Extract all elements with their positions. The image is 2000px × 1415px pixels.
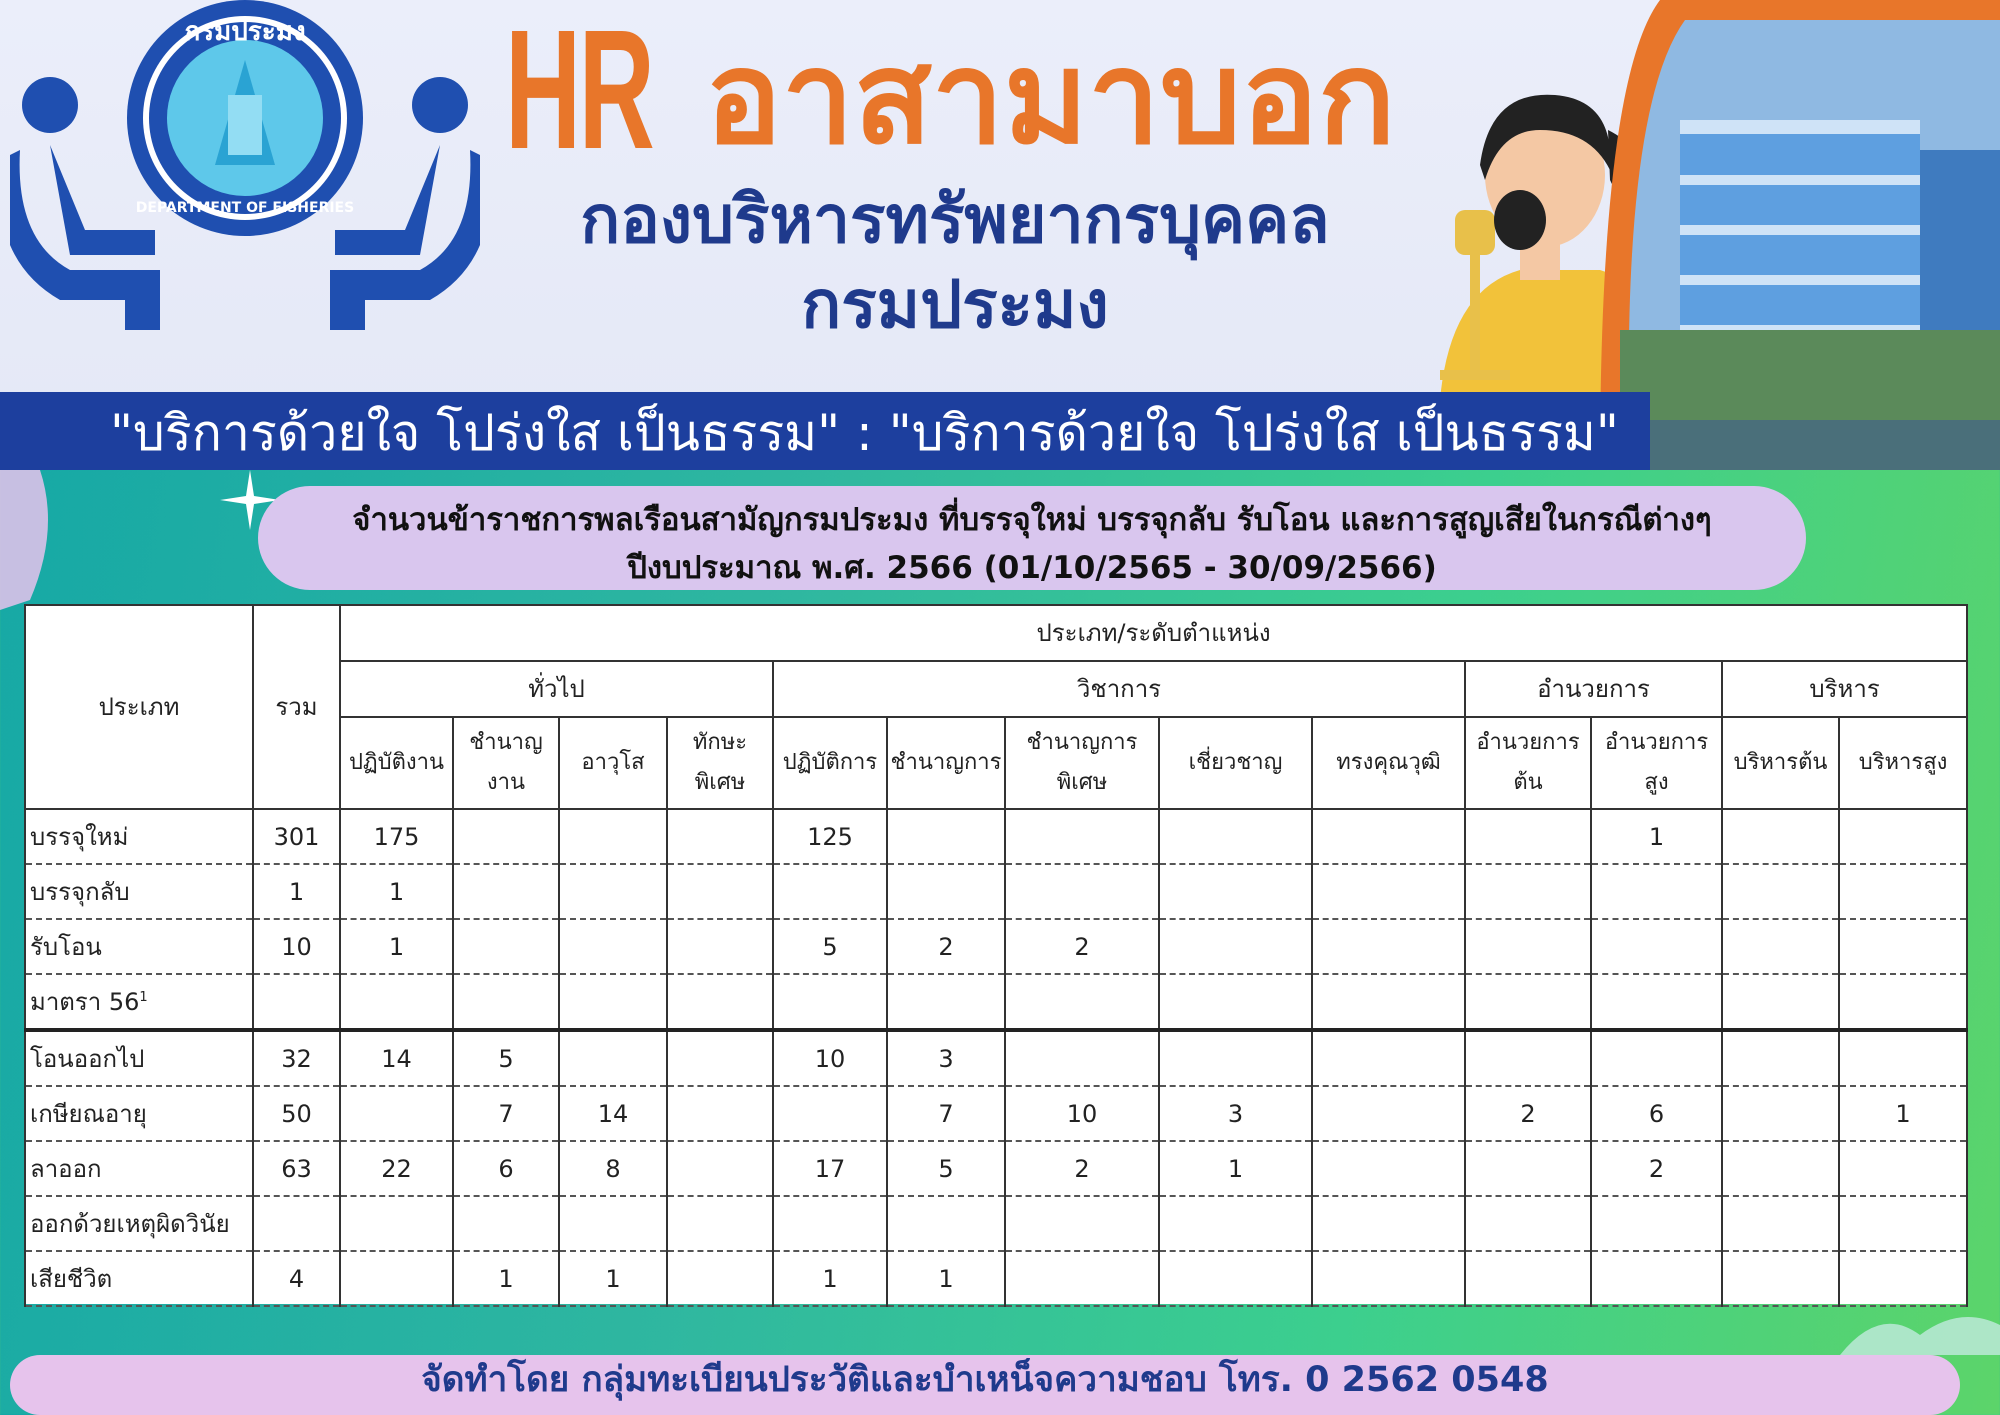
cell-g4 xyxy=(667,1196,773,1251)
cell-g4 xyxy=(667,919,773,974)
cell-g3 xyxy=(559,974,667,1030)
department-logo xyxy=(10,0,480,380)
cell-g2 xyxy=(453,974,559,1030)
subheader-g3: อาวุโส xyxy=(559,717,667,809)
cell-a5 xyxy=(1312,1141,1465,1196)
row-label-text: มาตรา 56 xyxy=(30,988,140,1016)
cell-a4 xyxy=(1159,1251,1312,1306)
row-label xyxy=(25,1086,253,1141)
cell-g4 xyxy=(667,1030,773,1086)
cell-a3: 2 xyxy=(1005,1141,1159,1196)
subheader-a5: ทรงคุณวุฒิ xyxy=(1312,717,1465,809)
cell-a3 xyxy=(1005,809,1159,864)
group-executive-header: บริหาร xyxy=(1722,661,1967,717)
cell-e1 xyxy=(1722,919,1839,974)
cell-g2: 6 xyxy=(453,1141,559,1196)
row-label-text: รับโอน xyxy=(30,933,102,961)
subheader-d1: อำนวยการต้น xyxy=(1465,717,1591,809)
cell-e2 xyxy=(1839,974,1967,1030)
cell-g1 xyxy=(340,1086,453,1141)
row-label xyxy=(25,1251,253,1306)
row-label xyxy=(25,1141,253,1196)
cell-d2 xyxy=(1591,1030,1722,1086)
cell-d2 xyxy=(1591,1251,1722,1306)
cell-g1: 175 xyxy=(340,809,453,864)
cell-e1 xyxy=(1722,1251,1839,1306)
cell-a2 xyxy=(887,809,1005,864)
col-total-header: รวม xyxy=(253,605,340,809)
cell-g2 xyxy=(453,919,559,974)
cell-g2: 7 xyxy=(453,1086,559,1141)
decor-leaves-right xyxy=(1840,1305,2000,1355)
hr-subtitle: อาสามาบอก xyxy=(705,24,1396,173)
subheader-d2: อำนวยการสูง xyxy=(1591,717,1722,809)
cell-a3 xyxy=(1005,864,1159,919)
row-label xyxy=(25,919,253,974)
table-row xyxy=(25,1086,1967,1141)
row-label xyxy=(25,1030,253,1086)
cell-g1 xyxy=(340,1196,453,1251)
cell-d2 xyxy=(1591,864,1722,919)
table-row xyxy=(25,864,1967,919)
row-label xyxy=(25,1196,253,1251)
row-label-text: บรรจุกลับ xyxy=(30,878,130,906)
cell-a3 xyxy=(1005,974,1159,1030)
cell-total: 50 xyxy=(253,1086,340,1141)
cell-a5 xyxy=(1312,919,1465,974)
cell-a4 xyxy=(1159,919,1312,974)
cell-g4 xyxy=(667,1086,773,1141)
table-row xyxy=(25,1030,1967,1086)
cell-total: 1 xyxy=(253,864,340,919)
table-row xyxy=(25,1196,1967,1251)
cell-g4 xyxy=(667,864,773,919)
cell-a1: 5 xyxy=(773,919,887,974)
footnote-marker: 1 xyxy=(139,990,148,1005)
subheader-g2: ชำนาญงาน xyxy=(453,717,559,809)
cell-e2 xyxy=(1839,1196,1967,1251)
cell-g1: 14 xyxy=(340,1030,453,1086)
cell-e2 xyxy=(1839,864,1967,919)
table-title: จำนวนข้าราชการพลเรือนสามัญกรมประมง ที่บรรจุใหม่ บรรจุกลับ รับโอน และการสูญเสียในกรณีต่างๆ xyxy=(352,502,1712,538)
cell-g4 xyxy=(667,1251,773,1306)
cell-a2: 5 xyxy=(887,1141,1005,1196)
cell-a2 xyxy=(887,974,1005,1030)
cell-d1 xyxy=(1465,1196,1591,1251)
cell-a5 xyxy=(1312,1030,1465,1086)
table-row xyxy=(25,1251,1967,1306)
cell-g2: 1 xyxy=(453,1251,559,1306)
cell-g2 xyxy=(453,864,559,919)
row-label-text: เสียชีวิต xyxy=(30,1265,113,1293)
cell-e1 xyxy=(1722,1086,1839,1141)
cell-g1 xyxy=(340,974,453,1030)
col-type-header: ประเภท xyxy=(25,605,253,809)
cell-g2 xyxy=(453,809,559,864)
logo-text-top: กรมประมง xyxy=(184,17,306,47)
cell-total: 32 xyxy=(253,1030,340,1086)
cell-total xyxy=(253,974,340,1030)
cell-a2: 3 xyxy=(887,1030,1005,1086)
subheader-g4: ทักษะพิเศษ xyxy=(667,717,773,809)
cell-a4 xyxy=(1159,974,1312,1030)
cell-a4: 1 xyxy=(1159,1141,1312,1196)
cell-a4 xyxy=(1159,809,1312,864)
group-general-header: ทั่วไป xyxy=(340,661,773,717)
cell-e2: 1 xyxy=(1839,1086,1967,1141)
cell-a1 xyxy=(773,1196,887,1251)
cell-d1 xyxy=(1465,1141,1591,1196)
cell-d2: 6 xyxy=(1591,1086,1722,1141)
cell-g4 xyxy=(667,809,773,864)
cell-a5 xyxy=(1312,1251,1465,1306)
subheader-a1: ปฏิบัติการ xyxy=(773,717,887,809)
table-subtitle: ปีงบประมาณ พ.ศ. 2566 (01/10/2565 - 30/09/2566) xyxy=(627,550,1437,586)
cell-a5 xyxy=(1312,864,1465,919)
group-director-header: อำนวยการ xyxy=(1465,661,1722,717)
decor-blob-left xyxy=(0,470,60,610)
row-label-text: เกษียณอายุ xyxy=(30,1100,147,1128)
cell-g2 xyxy=(453,1196,559,1251)
cell-a1 xyxy=(773,864,887,919)
table-row xyxy=(25,919,1967,974)
cell-d2: 1 xyxy=(1591,809,1722,864)
cell-a2: 2 xyxy=(887,919,1005,974)
cell-d1 xyxy=(1465,809,1591,864)
cell-a5 xyxy=(1312,974,1465,1030)
cell-total: 63 xyxy=(253,1141,340,1196)
cell-total: 301 xyxy=(253,809,340,864)
cell-g3: 1 xyxy=(559,1251,667,1306)
cell-g1: 1 xyxy=(340,864,453,919)
cell-g4 xyxy=(667,1141,773,1196)
cell-e1 xyxy=(1722,974,1839,1030)
cell-g3 xyxy=(559,1196,667,1251)
cell-a1: 125 xyxy=(773,809,887,864)
cell-g2: 5 xyxy=(453,1030,559,1086)
table-row xyxy=(25,974,1967,1030)
cell-a4 xyxy=(1159,1196,1312,1251)
cell-a3 xyxy=(1005,1196,1159,1251)
cell-g3 xyxy=(559,1030,667,1086)
cell-e2 xyxy=(1839,809,1967,864)
table-body xyxy=(25,809,1967,1306)
cell-d2: 2 xyxy=(1591,1141,1722,1196)
cell-d1 xyxy=(1465,919,1591,974)
cell-g3: 8 xyxy=(559,1141,667,1196)
cell-a4: 3 xyxy=(1159,1086,1312,1141)
row-label xyxy=(25,809,253,864)
row-label xyxy=(25,974,253,1030)
cell-d1 xyxy=(1465,864,1591,919)
table-row xyxy=(25,1141,1967,1196)
cell-a1: 10 xyxy=(773,1030,887,1086)
row-label-text: ลาออก xyxy=(30,1155,102,1183)
cell-g1: 22 xyxy=(340,1141,453,1196)
cell-e2 xyxy=(1839,1030,1967,1086)
cell-a2 xyxy=(887,1196,1005,1251)
cell-g3 xyxy=(559,919,667,974)
cell-g1 xyxy=(340,1251,453,1306)
cell-a1 xyxy=(773,974,887,1030)
cell-a5 xyxy=(1312,1196,1465,1251)
cell-a1: 17 xyxy=(773,1141,887,1196)
table-row xyxy=(25,809,1967,864)
cell-a1 xyxy=(773,1086,887,1141)
header-banner xyxy=(0,0,2000,470)
cell-e1 xyxy=(1722,1196,1839,1251)
cell-a3 xyxy=(1005,1030,1159,1086)
cell-e2 xyxy=(1839,1251,1967,1306)
cell-a1: 1 xyxy=(773,1251,887,1306)
cell-d2 xyxy=(1591,1196,1722,1251)
cell-d1 xyxy=(1465,974,1591,1030)
cell-total: 10 xyxy=(253,919,340,974)
cell-a4 xyxy=(1159,1030,1312,1086)
cell-a5 xyxy=(1312,809,1465,864)
table-container xyxy=(24,604,1966,1304)
cell-g4 xyxy=(667,974,773,1030)
cell-g1: 1 xyxy=(340,919,453,974)
cell-e1 xyxy=(1722,864,1839,919)
cell-e1 xyxy=(1722,1030,1839,1086)
row-label-text: ออกด้วยเหตุผิดวินัย xyxy=(30,1210,230,1238)
cell-a5 xyxy=(1312,1086,1465,1141)
footer-credit: จัดทำโดย กลุ่มทะเบียนประวัติและบำเหน็จความชอบ โทร. 0 2562 0548 xyxy=(421,1360,1549,1400)
cell-a2: 1 xyxy=(887,1251,1005,1306)
cell-g3 xyxy=(559,809,667,864)
row-label-text: บรรจุใหม่ xyxy=(30,823,129,851)
cell-a3 xyxy=(1005,1251,1159,1306)
department-name: กรมประมง xyxy=(801,266,1109,343)
cell-e1 xyxy=(1722,1141,1839,1196)
cell-e2 xyxy=(1839,1141,1967,1196)
personnel-table xyxy=(24,604,1968,1307)
row-label xyxy=(25,864,253,919)
cell-e2 xyxy=(1839,919,1967,974)
row-label-text: โอนออกไป xyxy=(30,1045,145,1073)
cell-g3 xyxy=(559,864,667,919)
division-name: กองบริหารทรัพยากรบุคคล xyxy=(580,181,1330,258)
cell-d2 xyxy=(1591,974,1722,1030)
subheader-e1: บริหารต้น xyxy=(1722,717,1839,809)
cell-a2: 7 xyxy=(887,1086,1005,1141)
cell-d2 xyxy=(1591,919,1722,974)
cell-total: 4 xyxy=(253,1251,340,1306)
logo-text-bottom: DEPARTMENT OF FISHERIES xyxy=(135,200,355,216)
hr-heading: HR xyxy=(505,0,653,185)
cell-e1 xyxy=(1722,809,1839,864)
cell-a3: 10 xyxy=(1005,1086,1159,1141)
cell-total xyxy=(253,1196,340,1251)
subheader-a2: ชำนาญการ xyxy=(887,717,1005,809)
cell-a2 xyxy=(887,864,1005,919)
subheader-e2: บริหารสูง xyxy=(1839,717,1967,809)
cell-a3: 2 xyxy=(1005,919,1159,974)
subheader-g1: ปฏิบัติงาน xyxy=(340,717,453,809)
cell-a4 xyxy=(1159,864,1312,919)
subheader-a3: ชำนาญการพิเศษ xyxy=(1005,717,1159,809)
cell-d1 xyxy=(1465,1251,1591,1306)
position-level-header: ประเภท/ระดับตำแหน่ง xyxy=(340,605,1967,661)
cell-d1 xyxy=(1465,1030,1591,1086)
group-academic-header: วิชาการ xyxy=(773,661,1465,717)
subheader-a4: เชี่ยวชาญ xyxy=(1159,717,1312,809)
slogan: "บริการด้วยใจ โปร่งใส เป็นธรรม" : "บริการด้วยใจ โปร่งใส เป็นธรรม" xyxy=(110,404,1619,462)
cell-d1: 2 xyxy=(1465,1086,1591,1141)
cell-g3: 14 xyxy=(559,1086,667,1141)
